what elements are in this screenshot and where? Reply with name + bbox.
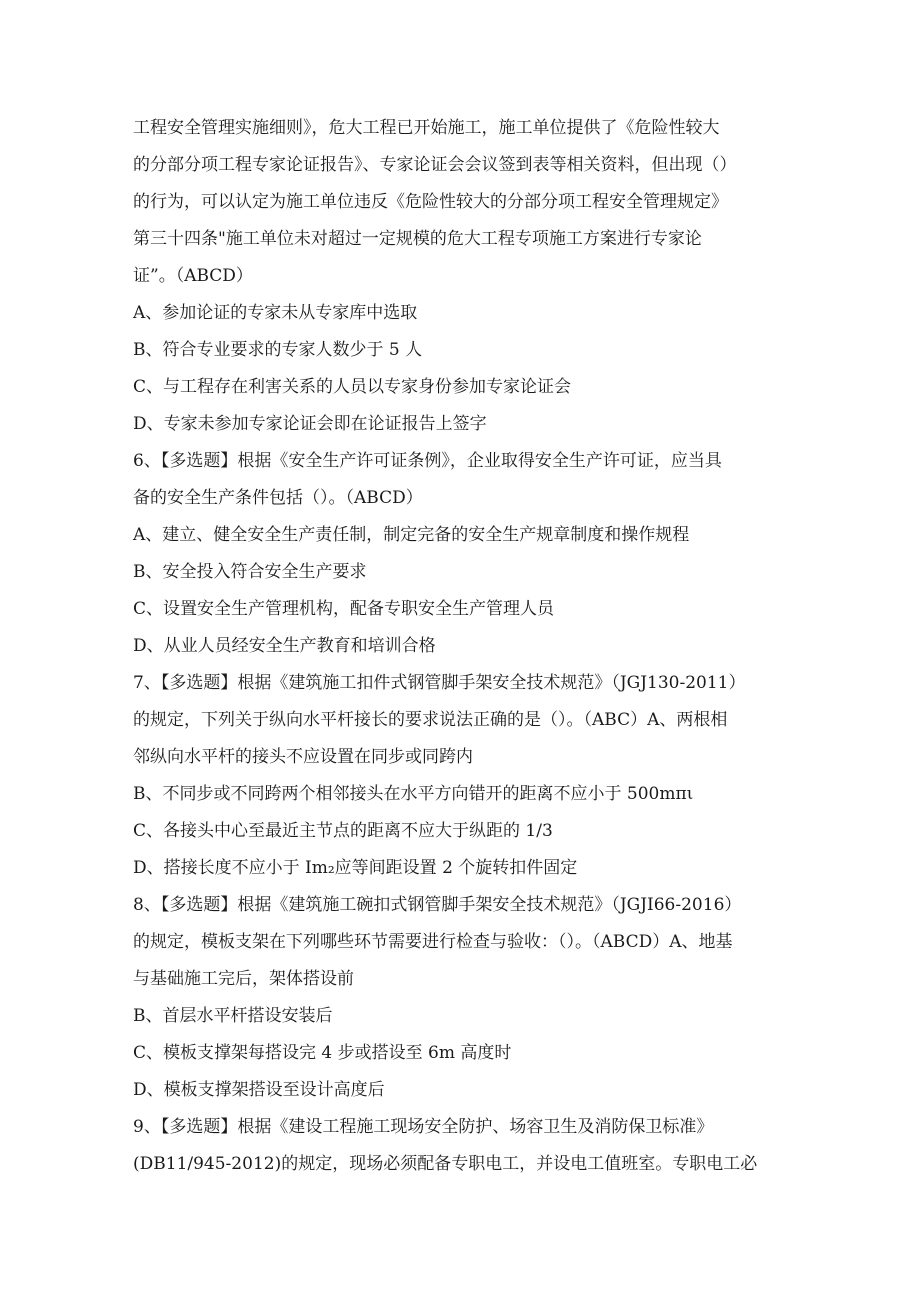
question-line: 与基础施工完后，架体搭设前: [133, 969, 354, 989]
option-line: C、各接头中心至最近主节点的距离不应大于纵距的 1/3: [133, 821, 553, 841]
option-line: B、符合专业要求的专家人数少于 5 人: [133, 340, 423, 360]
question-line: 的规定，下列关于纵向水平杆接长的要求说法正确的是（）。（ABC）A、两根相: [133, 710, 728, 730]
option-line: B、不同步或不同跨两个相邻接头在水平方向错开的距离不应小于 500mπι: [133, 784, 694, 804]
text-line: 第三十四条"施工单位未对超过一定规模的危大工程专项施工方案进行专家论: [133, 229, 702, 249]
question-line: 7、【多选题】根据《建筑施工扣件式钢管脚手架安全技术规范》（JGJ130-2011）: [133, 673, 746, 693]
text-line: 的行为，可以认定为施工单位违反《危险性较大的分部分项工程安全管理规定》: [133, 192, 728, 212]
option-line: C、与工程存在利害关系的人员以专家身份参加专家论证会: [133, 377, 572, 397]
option-line: A、参加论证的专家未从专家库中选取: [133, 303, 418, 323]
option-line: D、专家未参加专家论证会即在论证报告上签字: [133, 414, 487, 434]
question-line: 备的安全生产条件包括（）。（ABCD）: [133, 488, 423, 508]
text-line: 工程安全管理实施细则》，危大工程已开始施工，施工单位提供了《危险性较大: [133, 118, 720, 138]
question-line: 9、【多选题】根据《建设工程施工现场安全防护、场容卫生及消防保卫标准》: [133, 1117, 714, 1137]
text-line: 证”。（ABCD）: [133, 266, 253, 286]
question-line: 6、【多选题】根据《安全生产许可证条例》，企业取得安全生产许可证，应当具: [133, 451, 722, 471]
text-line: 的分部分项工程专家论证报告》、专家论证会会议签到表等相关资料，但出现（）: [133, 155, 737, 175]
option-line: C、模板支撑架每搭设完 4 步或搭设至 6m 高度时: [133, 1043, 512, 1063]
option-line: D、搭接长度不应小于 Im₂应等间距设置 2 个旋转扣件固定: [133, 858, 578, 878]
question-line: 8、【多选题】根据《建筑施工碗扣式钢管脚手架安全技术规范》（JGJI66-2016）: [133, 895, 742, 915]
option-line: D、从业人员经安全生产教育和培训合格: [133, 636, 436, 656]
option-line: B、安全投入符合安全生产要求: [133, 562, 367, 582]
option-line: B、首层水平杆搭设安装后: [133, 1006, 333, 1026]
document-body: [133, 110, 803, 1183]
option-line: C、设置安全生产管理机构，配备专职安全生产管理人员: [133, 599, 555, 619]
question-line: 邻纵向水平杆的接头不应设置在同步或同跨内: [133, 747, 473, 767]
question-line: 的规定，模板支架在下列哪些环节需要进行检查与验收：（）。（ABCD）A、地基: [133, 932, 733, 952]
option-line: D、模板支撑架搭设至设计高度后: [133, 1080, 385, 1100]
option-line: A、建立、健全安全生产责任制，制定完备的安全生产规章制度和操作规程: [133, 525, 690, 545]
question-line: (DB11/945-2012)的规定，现场必须配备专职电工，并设电工值班室。专职电工必: [133, 1154, 758, 1174]
